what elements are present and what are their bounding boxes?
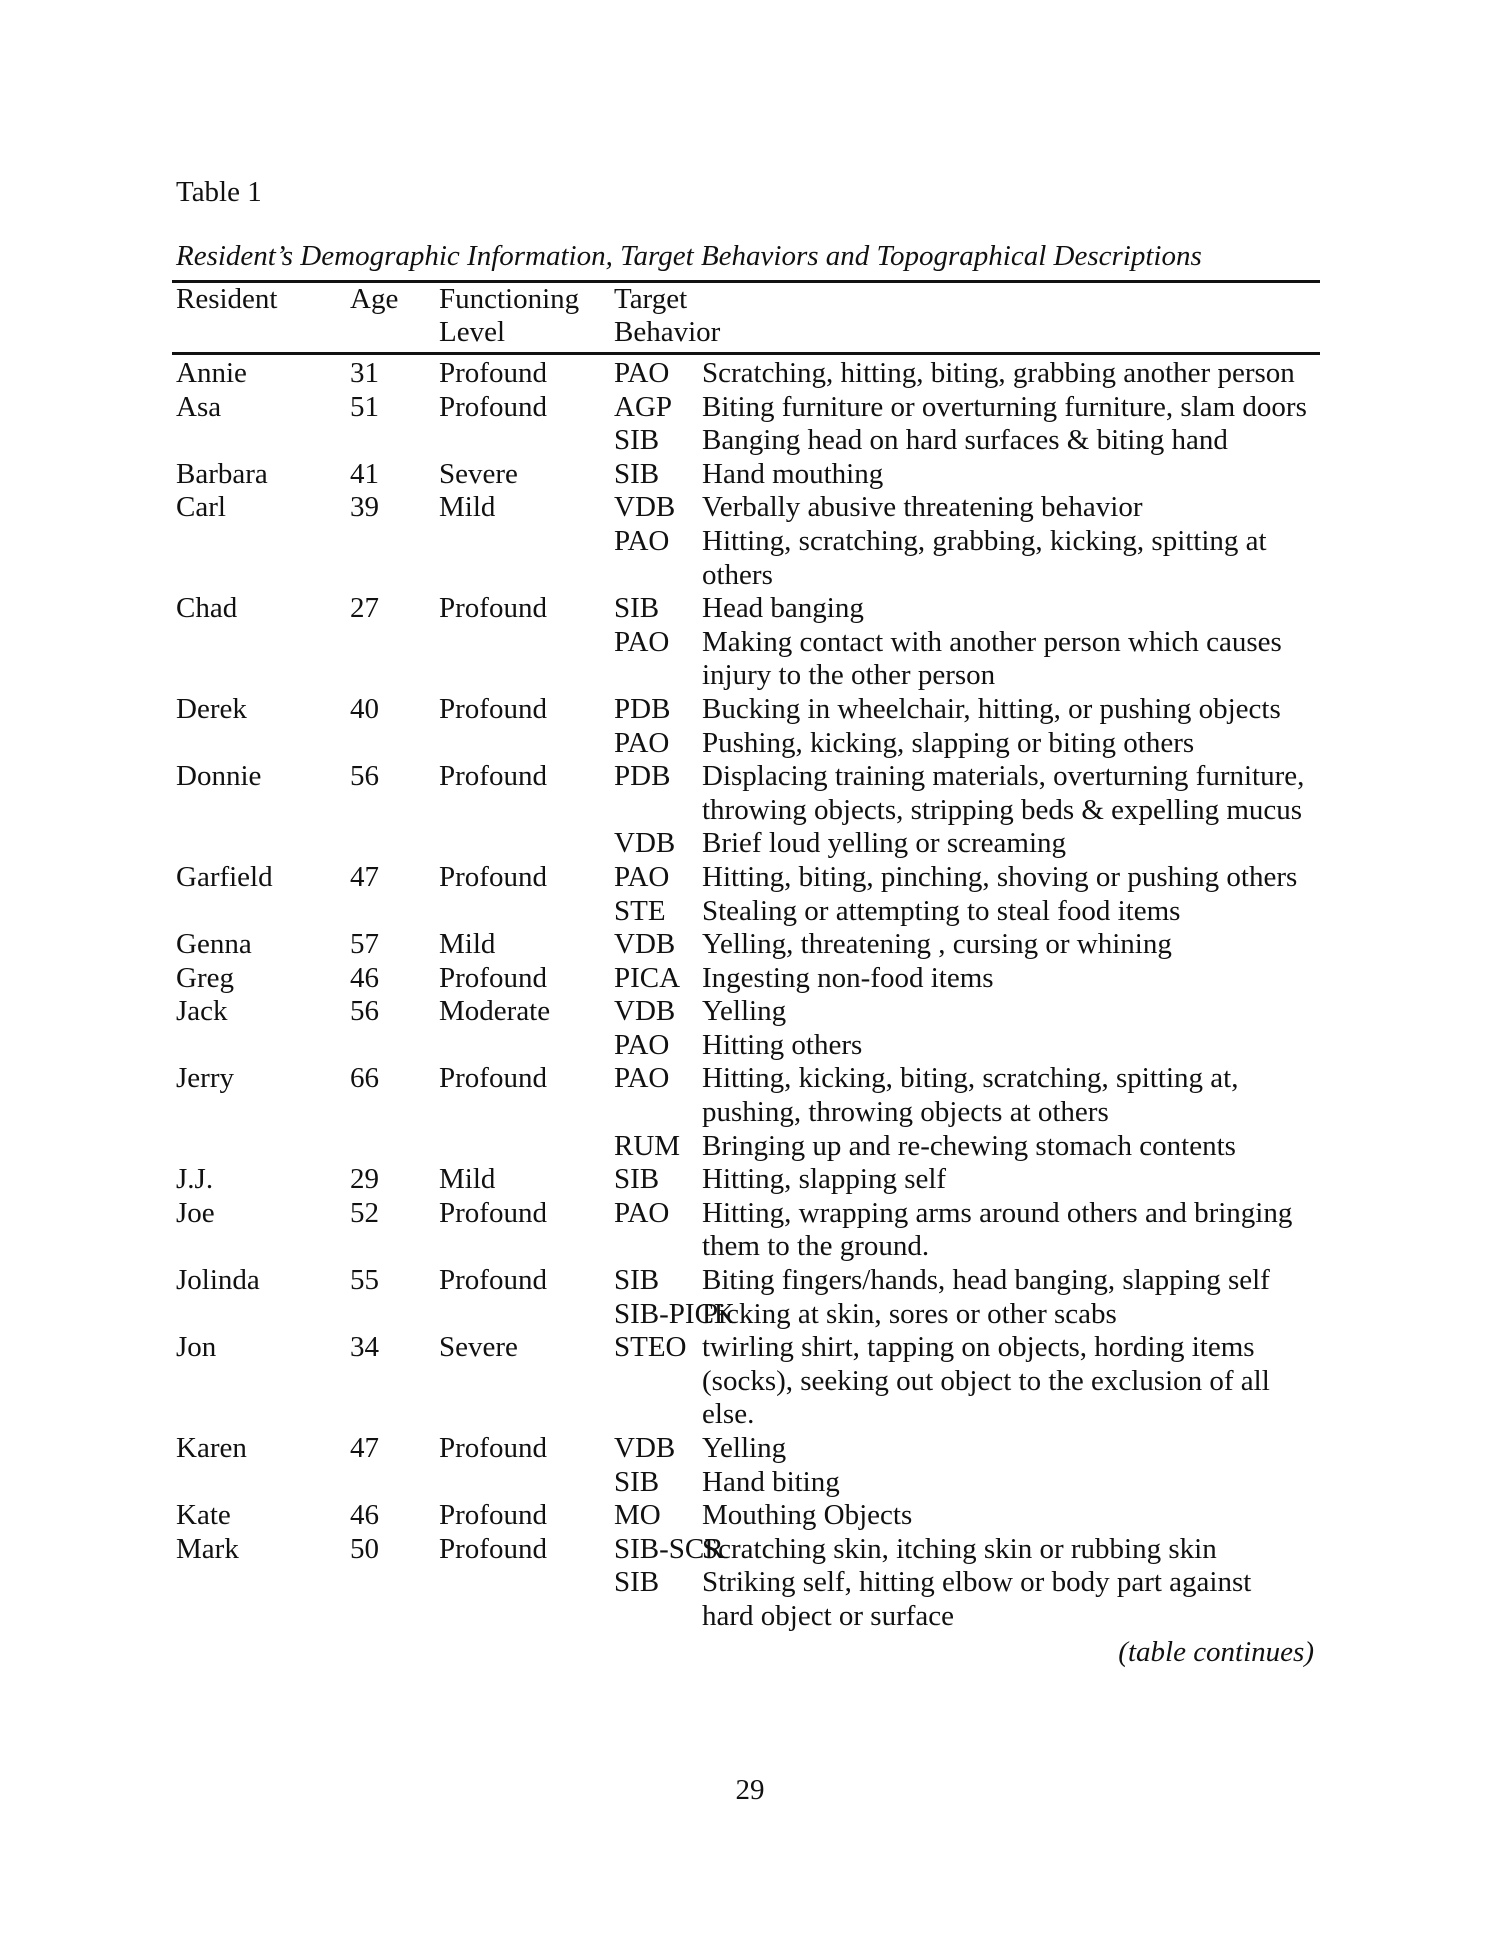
header-functioning-level bbox=[439, 283, 579, 351]
cell-resident: Joe bbox=[176, 1196, 215, 1229]
cell-behavior-description: twirling shirt, tapping on objects, hording items bbox=[702, 1331, 1255, 1364]
cell-behavior-code: SIB-SCR bbox=[614, 1532, 724, 1565]
cell-functioning-level: Profound bbox=[439, 1062, 547, 1095]
table-row bbox=[0, 962, 1500, 996]
table-row bbox=[0, 727, 1500, 761]
cell-behavior-code: SIB bbox=[614, 1566, 660, 1599]
table-row bbox=[0, 1432, 1500, 1466]
table-row bbox=[0, 1230, 1500, 1264]
cell-behavior-code: PAO bbox=[614, 1028, 670, 1061]
cell-behavior-description: Hitting, slapping self bbox=[702, 1163, 947, 1196]
cell-functioning-level: Severe bbox=[439, 457, 518, 490]
cell-behavior-code: MO bbox=[614, 1499, 661, 1532]
table-row bbox=[0, 626, 1500, 660]
cell-resident: Barbara bbox=[176, 457, 268, 490]
cell-behavior-code: RUM bbox=[614, 1129, 681, 1162]
table-row bbox=[0, 458, 1500, 492]
cell-behavior-description: Yelling bbox=[702, 995, 787, 1028]
cell-behavior-description: Hitting, wrapping arms around others and bringing bbox=[702, 1196, 1293, 1229]
cell-behavior-code: VDB bbox=[614, 995, 676, 1028]
cell-behavior-code: AGP bbox=[614, 390, 673, 423]
table-row bbox=[0, 794, 1500, 828]
table-label: Table 1 bbox=[176, 176, 262, 208]
cell-behavior-description: Ingesting non-food items bbox=[702, 961, 994, 994]
table-row bbox=[0, 559, 1500, 593]
cell-behavior-code: SIB bbox=[614, 592, 660, 625]
header-age bbox=[350, 283, 398, 351]
cell-behavior-code: PAO bbox=[614, 1196, 670, 1229]
cell-behavior-description: else. bbox=[702, 1398, 755, 1431]
cell-resident: Mark bbox=[176, 1532, 239, 1565]
cell-behavior-code: PDB bbox=[614, 692, 671, 725]
cell-functioning-level: Mild bbox=[439, 928, 496, 961]
cell-behavior-code: SIB bbox=[614, 1465, 660, 1498]
header-resident-label: Resident bbox=[176, 283, 278, 315]
cell-functioning-level: Moderate bbox=[439, 995, 551, 1028]
header-functioning-line1: Functioning bbox=[439, 283, 580, 315]
cell-behavior-code: PICA bbox=[614, 961, 681, 994]
table-row bbox=[0, 1398, 1500, 1432]
table-row bbox=[0, 1499, 1500, 1533]
cell-resident: Garfield bbox=[176, 860, 273, 893]
cell-resident: Genna bbox=[176, 928, 252, 961]
cell-behavior-code: STEO bbox=[614, 1331, 687, 1364]
table-row bbox=[0, 1197, 1500, 1231]
cell-behavior-code: PDB bbox=[614, 760, 671, 793]
cell-age: 31 bbox=[350, 357, 379, 389]
table-row bbox=[0, 1600, 1500, 1634]
cell-behavior-code: PAO bbox=[614, 726, 670, 759]
cell-behavior-code: PAO bbox=[614, 524, 670, 557]
cell-age: 34 bbox=[350, 1331, 379, 1364]
table-row bbox=[0, 1533, 1500, 1567]
cell-behavior-description: Yelling, threatening , cursing or whining bbox=[702, 928, 1172, 961]
cell-behavior-description: Brief loud yelling or screaming bbox=[702, 827, 1067, 860]
cell-resident: Annie bbox=[176, 357, 247, 389]
cell-behavior-description: Hitting, biting, pinching, shoving or pushing others bbox=[702, 860, 1298, 893]
cell-age: 46 bbox=[350, 961, 379, 994]
cell-resident: Jerry bbox=[176, 1062, 234, 1095]
cell-age: 52 bbox=[350, 1196, 379, 1229]
cell-resident: Jack bbox=[176, 995, 228, 1028]
table-row bbox=[0, 391, 1500, 425]
cell-behavior-description: Hitting others bbox=[702, 1028, 863, 1061]
table-row bbox=[0, 928, 1500, 962]
cell-behavior-description: Scratching skin, itching skin or rubbing skin bbox=[702, 1532, 1217, 1565]
cell-behavior-description: others bbox=[702, 558, 773, 591]
cell-functioning-level: Mild bbox=[439, 491, 496, 524]
cell-resident: Kate bbox=[176, 1499, 231, 1532]
table-row bbox=[0, 760, 1500, 794]
table-top-rule bbox=[172, 280, 1320, 283]
cell-behavior-description: Bucking in wheelchair, hitting, or pushing objects bbox=[702, 692, 1281, 725]
cell-behavior-description: Picking at skin, sores or other scabs bbox=[702, 1297, 1117, 1330]
cell-behavior-description: injury to the other person bbox=[702, 659, 996, 692]
cell-resident: Derek bbox=[176, 692, 247, 725]
cell-behavior-description: Making contact with another person which causes bbox=[702, 625, 1282, 658]
cell-age: 41 bbox=[350, 457, 379, 490]
table-row bbox=[0, 1566, 1500, 1600]
cell-resident: Asa bbox=[176, 390, 222, 423]
cell-age: 29 bbox=[350, 1163, 379, 1196]
cell-functioning-level: Profound bbox=[439, 760, 547, 793]
cell-behavior-description: Hand mouthing bbox=[702, 457, 884, 490]
cell-age: 55 bbox=[350, 1264, 379, 1297]
cell-behavior-code: PAO bbox=[614, 357, 670, 389]
cell-behavior-description: Verbally abusive threatening behavior bbox=[702, 491, 1143, 524]
cell-age: 66 bbox=[350, 1062, 379, 1095]
cell-functioning-level: Profound bbox=[439, 1432, 547, 1464]
cell-behavior-description: Biting furniture or overturning furniture, slam doors bbox=[702, 390, 1307, 423]
cell-functioning-level: Profound bbox=[439, 1196, 547, 1229]
cell-age: 51 bbox=[350, 390, 379, 423]
cell-resident: Chad bbox=[176, 592, 238, 625]
cell-age: 39 bbox=[350, 491, 379, 524]
table-header-rule bbox=[172, 352, 1320, 355]
cell-age: 40 bbox=[350, 692, 379, 725]
cell-behavior-description: Head banging bbox=[702, 592, 864, 625]
cell-functioning-level: Profound bbox=[439, 592, 547, 625]
cell-age: 56 bbox=[350, 995, 379, 1028]
header-target-line2: Behavior bbox=[614, 316, 721, 348]
page-number: 29 bbox=[735, 1774, 765, 1806]
cell-functioning-level: Profound bbox=[439, 390, 547, 423]
cell-resident: Karen bbox=[176, 1432, 247, 1464]
cell-behavior-description: Pushing, kicking, slapping or biting others bbox=[702, 726, 1195, 759]
cell-behavior-code: SIB bbox=[614, 1264, 660, 1297]
table-row bbox=[0, 1264, 1500, 1298]
table-row bbox=[0, 895, 1500, 929]
cell-age: 47 bbox=[350, 1432, 379, 1464]
cell-age: 47 bbox=[350, 860, 379, 893]
cell-behavior-description: throwing objects, stripping beds & expelling mucus bbox=[702, 793, 1303, 826]
table-row bbox=[0, 491, 1500, 525]
cell-behavior-code: PAO bbox=[614, 1062, 670, 1095]
cell-behavior-description: Hand biting bbox=[702, 1465, 840, 1498]
cell-resident: J.J. bbox=[176, 1163, 214, 1196]
cell-resident: Greg bbox=[176, 961, 234, 994]
cell-behavior-description: Hitting, kicking, biting, scratching, spitting at, bbox=[702, 1062, 1239, 1095]
cell-age: 27 bbox=[350, 592, 379, 625]
table-row bbox=[0, 525, 1500, 559]
cell-resident: Jolinda bbox=[176, 1264, 260, 1297]
cell-functioning-level: Severe bbox=[439, 1331, 518, 1364]
table-row bbox=[0, 357, 1500, 391]
table-body bbox=[0, 357, 1500, 1634]
cell-behavior-code: SIB bbox=[614, 1163, 660, 1196]
header-target-behavior bbox=[614, 283, 720, 351]
cell-behavior-description: them to the ground. bbox=[702, 1230, 930, 1263]
cell-behavior-description: Biting fingers/hands, head banging, slapping self bbox=[702, 1264, 1270, 1297]
cell-behavior-description: pushing, throwing objects at others bbox=[702, 1096, 1109, 1129]
header-age-label: Age bbox=[350, 283, 399, 315]
cell-behavior-description: Yelling bbox=[702, 1432, 787, 1464]
table-row bbox=[0, 1466, 1500, 1500]
cell-functioning-level: Profound bbox=[439, 1264, 547, 1297]
cell-behavior-description: Stealing or attempting to steal food items bbox=[702, 894, 1181, 927]
cell-age: 46 bbox=[350, 1499, 379, 1532]
cell-functioning-level: Profound bbox=[439, 692, 547, 725]
table-row bbox=[0, 827, 1500, 861]
cell-behavior-description: Banging head on hard surfaces & biting hand bbox=[702, 424, 1228, 457]
cell-functioning-level: Profound bbox=[439, 357, 547, 389]
header-resident bbox=[176, 283, 278, 351]
cell-behavior-code: PAO bbox=[614, 625, 670, 658]
cell-age: 56 bbox=[350, 760, 379, 793]
cell-behavior-code: STE bbox=[614, 894, 666, 927]
cell-behavior-description: Mouthing Objects bbox=[702, 1499, 913, 1532]
cell-functioning-level: Profound bbox=[439, 1532, 547, 1565]
header-target-line1: Target bbox=[614, 283, 688, 315]
cell-functioning-level: Profound bbox=[439, 1499, 547, 1532]
cell-behavior-code: VDB bbox=[614, 827, 676, 860]
table-row bbox=[0, 1365, 1500, 1399]
cell-behavior-code: SIB bbox=[614, 457, 660, 490]
table-row bbox=[0, 1096, 1500, 1130]
cell-behavior-code: SIB bbox=[614, 424, 660, 457]
table-continues-note: (table continues) bbox=[1118, 1636, 1314, 1668]
cell-age: 57 bbox=[350, 928, 379, 961]
cell-behavior-code: VDB bbox=[614, 928, 676, 961]
cell-functioning-level: Profound bbox=[439, 860, 547, 893]
table-row bbox=[0, 1163, 1500, 1197]
cell-behavior-code: PAO bbox=[614, 860, 670, 893]
cell-behavior-description: Striking self, hitting elbow or body part against bbox=[702, 1566, 1252, 1599]
cell-behavior-description: (socks), seeking out object to the exclusion of all bbox=[702, 1364, 1270, 1397]
cell-behavior-code: SIB-PICK bbox=[614, 1297, 735, 1330]
cell-behavior-code: VDB bbox=[614, 1432, 676, 1464]
table-row bbox=[0, 1029, 1500, 1063]
cell-functioning-level: Mild bbox=[439, 1163, 496, 1196]
cell-resident: Jon bbox=[176, 1331, 217, 1364]
cell-resident: Carl bbox=[176, 491, 226, 524]
cell-behavior-description: Bringing up and re-chewing stomach contents bbox=[702, 1129, 1236, 1162]
table-row bbox=[0, 1062, 1500, 1096]
cell-behavior-description: hard object or surface bbox=[702, 1599, 955, 1632]
table-row bbox=[0, 424, 1500, 458]
cell-behavior-description: Scratching, hitting, biting, grabbing another person bbox=[702, 357, 1295, 389]
cell-functioning-level: Profound bbox=[439, 961, 547, 994]
table-row bbox=[0, 1298, 1500, 1332]
cell-behavior-description: Hitting, scratching, grabbing, kicking, spitting at bbox=[702, 524, 1267, 557]
table-row bbox=[0, 1331, 1500, 1365]
cell-behavior-code: VDB bbox=[614, 491, 676, 524]
table-row bbox=[0, 995, 1500, 1029]
table-row bbox=[0, 659, 1500, 693]
header-functioning-line2: Level bbox=[439, 316, 506, 348]
table-row bbox=[0, 861, 1500, 895]
table-row bbox=[0, 693, 1500, 727]
table-row bbox=[0, 1130, 1500, 1164]
cell-resident: Donnie bbox=[176, 760, 262, 793]
cell-behavior-description: Displacing training materials, overturning furniture, bbox=[702, 760, 1305, 793]
table-caption: Resident’s Demographic Information, Target Behaviors and Topographical Descriptions bbox=[176, 240, 1202, 272]
cell-age: 50 bbox=[350, 1532, 379, 1565]
table-row bbox=[0, 592, 1500, 626]
